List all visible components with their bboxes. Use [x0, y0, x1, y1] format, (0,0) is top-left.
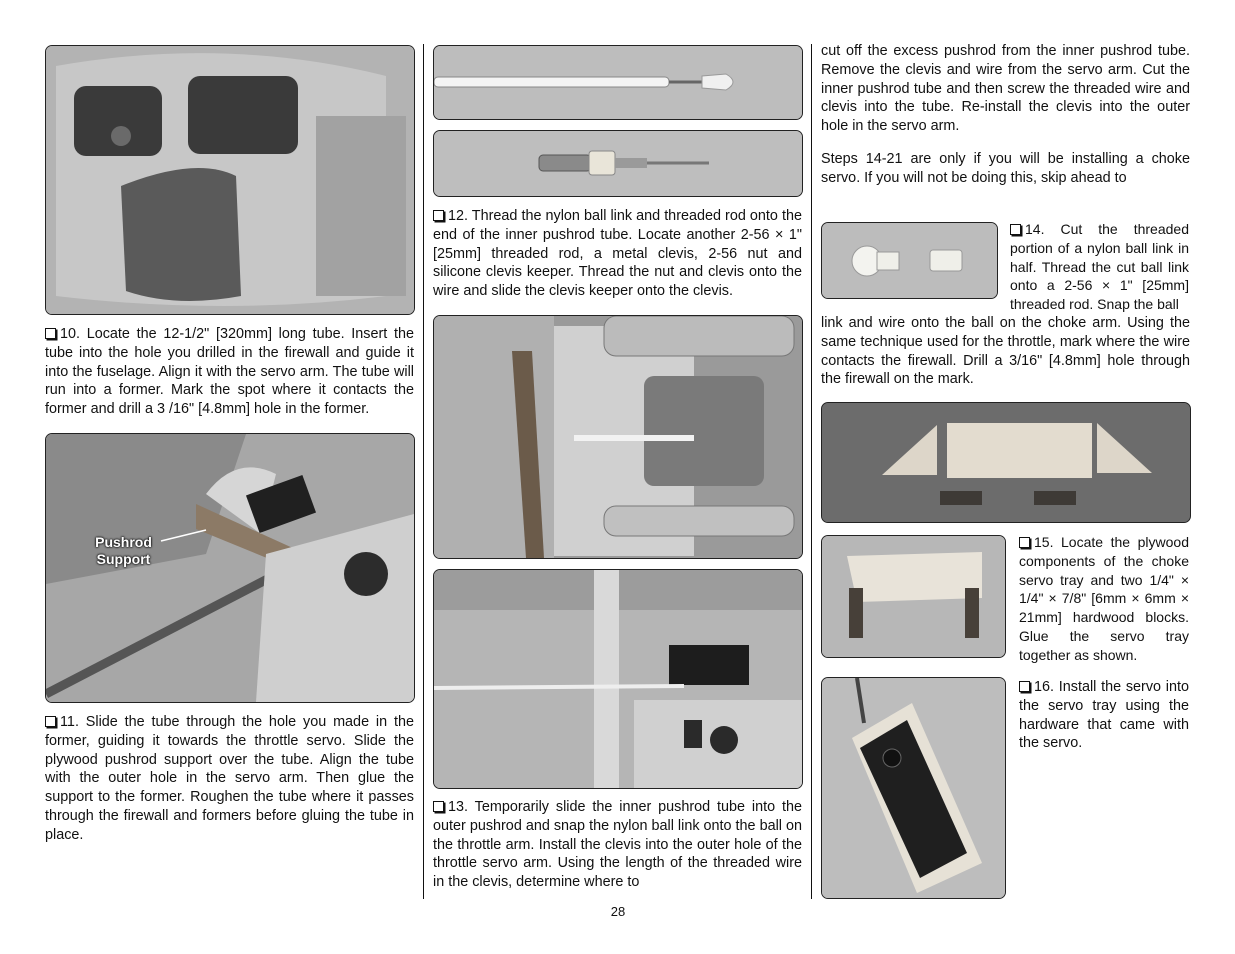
continuation-text: cut off the excess pushrod from the inner pushrod tube. Remove the clevis and wire from the servo arm. Cut the inner pushrod tube and then screw the threaded wire and clevis into the tube. Re-install the clevis into the outer hole in the servo arm. [821, 43, 1190, 135]
checkbox-step-14[interactable] [1010, 224, 1021, 235]
step-14-text-b: link and wire onto the ball on the choke arm. Using the same technique used for the throttle, mark where the wire contacts the firewall. Drill a 3/16" [4.8mm] hole through the firewall on the mark. [821, 315, 1190, 388]
step-10-body: 10. Locate the 12-1/2" [320mm] long tube. Insert the tube into the hole you drilled in the firewall and guide it into the fuselage. Align it with the servo arm. The tube will run into a former. Mark the spot where it contacts the former and drill a 3 /16" [4.8mm] hole in the former. [45, 326, 414, 418]
callout-line-2: Support [96, 551, 151, 567]
photo-pushrod-support [45, 433, 415, 703]
cut-ball-link-illustration [822, 223, 997, 298]
ball-link-illustration [434, 46, 802, 119]
photo-servo-in-tray [821, 677, 1006, 899]
checkbox-step-15[interactable] [1019, 537, 1030, 548]
servo-in-tray-illustration [822, 678, 1005, 898]
photo-throttle-servo [433, 569, 803, 789]
column-divider-left [423, 44, 424, 899]
servo-tray-illustration [822, 536, 1005, 657]
checkbox-step-12[interactable] [433, 210, 444, 221]
fuselage-interior-illustration [46, 46, 414, 314]
step-12-text [433, 207, 802, 301]
pushrod-support-illustration [46, 434, 414, 702]
photo-cut-ball-link [821, 222, 998, 299]
photo-fuselage-interior-former [45, 45, 415, 315]
step-15-body: 15. Locate the plywood components of the choke servo tray and two 1/4" × 1/4" × 7/8" [6mm × 6mm × 21mm] hardwood blocks. Glue the servo tray together as shown. [1019, 534, 1189, 663]
step-15-text [1019, 533, 1189, 665]
photo-clevis-and-nut [433, 130, 803, 197]
checkbox-step-13[interactable] [433, 801, 444, 812]
step-14-body-a: 14. Cut the threaded portion of a nylon ball link in half. Thread the cut ball link onto a 2-56 × 1" [25mm] threaded rod. Snap the ball [1010, 221, 1189, 313]
step-16-body: 16. Install the servo into the servo tray using the hardware that came with the servo. [1019, 679, 1189, 752]
step-12-body: 12. Thread the nylon ball link and threaded rod onto the end of the inner pushrod tube. Locate another 2-56 × 1" [25mm] threaded rod, a metal clevis, 2-56 nut and silicone clevis keeper. Thread the nut and clevis onto the wire and slide the clevis keeper onto the clevis. [433, 208, 802, 300]
pushrod-support-callout [86, 534, 161, 568]
photo-ball-link-on-tube [433, 45, 803, 120]
throttle-linkage-illustration [434, 316, 802, 558]
page-number: 28 [610, 904, 626, 919]
photo-choke-tray-parts [821, 402, 1191, 523]
step-13-text [433, 798, 802, 892]
checkbox-step-16[interactable] [1019, 681, 1030, 692]
photo-throttle-linkage [433, 315, 803, 559]
step-11-text [45, 713, 414, 845]
tray-parts-illustration [822, 403, 1190, 522]
callout-line-1: Pushrod [95, 534, 152, 550]
step-16-text [1019, 678, 1189, 753]
checkbox-step-10[interactable] [45, 328, 56, 339]
step-14-text-a [1010, 220, 1189, 314]
choke-note-text: Steps 14-21 are only if you will be installing a choke servo. If you will not be doing this, skip ahead to [821, 151, 1190, 186]
column-divider-right [811, 44, 812, 899]
clevis-illustration [434, 131, 802, 196]
step-11-body: 11. Slide the tube through the hole you made in the former, guiding it towards the throttle servo. Slide the plywood pushrod support over the tube. Align the tube with the outer hole in the servo arm. Then glue the support to the former. Roughen the tube where it passes through the firewall and formers before gluing the tube in place. [45, 714, 414, 843]
photo-assembled-servo-tray [821, 535, 1006, 658]
checkbox-step-11[interactable] [45, 716, 56, 727]
throttle-servo-illustration [434, 570, 802, 788]
step-10-text [45, 325, 414, 419]
step-13-body: 13. Temporarily slide the inner pushrod tube into the outer pushrod and snap the nylon ball link onto the ball on the throttle arm. Install the clevis into the outer hole of the throttle servo arm. Using the length of the threaded wire in the clevis, determine where to [433, 799, 802, 891]
